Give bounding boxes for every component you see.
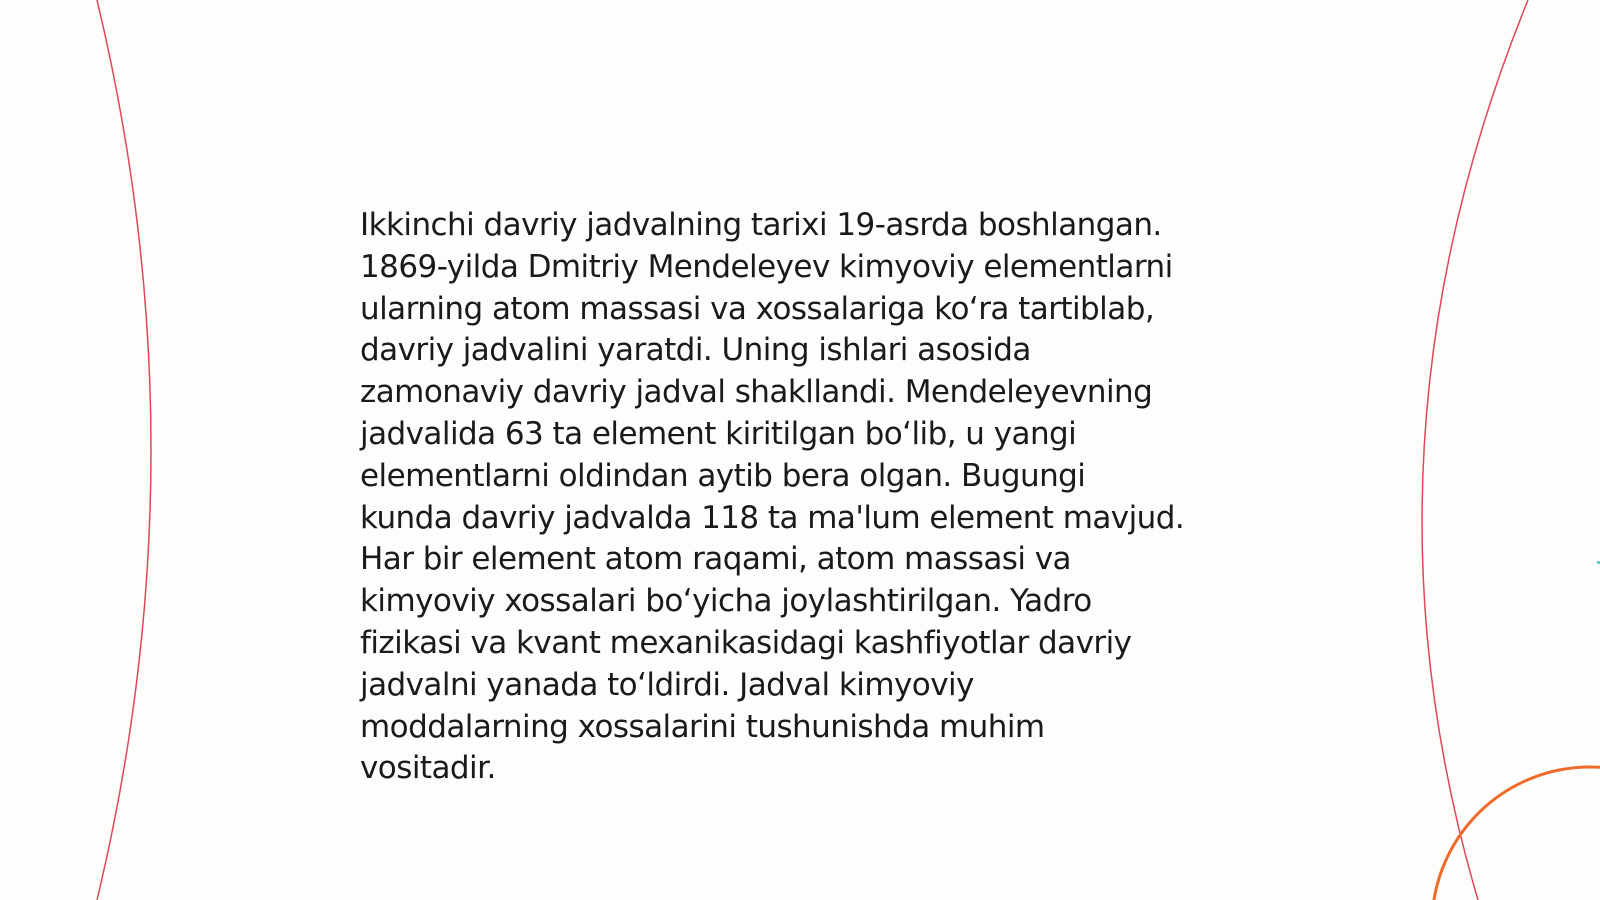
body-text: Ikkinchi davriy jadvalning tarixi 19-asrda boshlangan. 1869-yilda Dmitriy Mendeleyev kimyoviy elementlarni ularning atom massasi va xossalariga ko‘ra tartiblab, davriy jadvalini yaratdi. Uning ishlari asosida zamonaviy davriy jadval shakllandi. Mendeleyevning jadvalida 63 ta element kiritilgan bo‘lib, u yangi elementlarni oldindan aytib bera olgan. Bugungi kunda davriy jadvalda 118 ta ma'lum element mavjud. Har bir element atom raqami, atom massasi va kimyoviy xossalari bo‘yicha joylashtirilgan. Yadro fizikasi va kvant mexanikasidagi kashfiyotlar davriy jadvalni yanada to‘ldirdi. Jadval kimyoviy moddalarning xossalarini tushunishda muhim vositadir. [360,207,1185,787]
left-arc [97,0,151,900]
right-arc [1422,0,1528,900]
orange-circle-arc [1432,767,1600,900]
